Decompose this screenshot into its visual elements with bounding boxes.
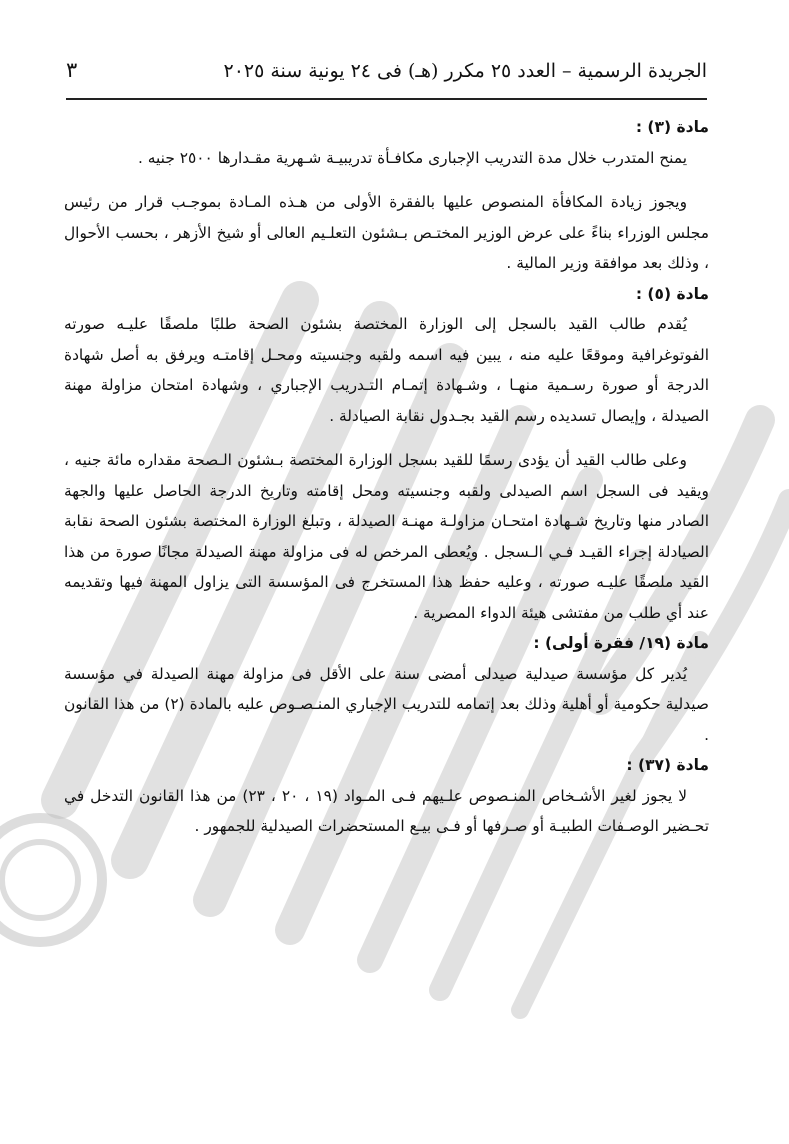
page-number: ٣ bbox=[66, 58, 78, 82]
article-3 bbox=[64, 112, 709, 279]
article-paragraph: لا يجوز لغير الأشـخاص المنـصوص علـيهم فـى المـواد (١٩ ، ٢٠ ، ٢٣) من هذا القانون التدخل في تحـضير الوصـفات الطبيـة أو صـرفها أو فـى بيـع المستحضرات الصيدلية للجمهور . bbox=[64, 786, 709, 835]
article-paragraph: ويجوز زيادة المكافأة المنصوص عليها بالفقرة الأولى من هـذه المـادة بموجـب قرار من رئيس مجلس الوزراء بناءً على عرض الوزير المختـص بـشئون التعلـيم العالى أو شيخ الأزهر ، بحسب الأحوال ، وذلك بعد موافقة وزير المالية . bbox=[64, 193, 709, 272]
page-header bbox=[66, 56, 707, 92]
document-body bbox=[64, 112, 709, 842]
article-heading: مادة (٥) : bbox=[635, 284, 709, 303]
header-rule bbox=[66, 98, 707, 100]
article-heading: مادة (٣) : bbox=[635, 118, 709, 136]
article-heading: مادة (١٩/ فقرة أولى) : bbox=[533, 634, 709, 652]
article-5 bbox=[64, 279, 709, 629]
article-heading: مادة (٣٧) : bbox=[626, 756, 709, 774]
article-paragraph: يُدير كل مؤسسة صيدلية صيدلى أمضى سنة على الأقل فى مزاولة مهنة الصيدلة في مؤسسة صيدلية حكومية أو أهلية وذلك بعد إتمامه للتدريب الإجباري المنـصـوص عليه بالمادة (٢) من هذا القانون . bbox=[64, 664, 709, 744]
article-paragraph: يُقدم طالب القيد بالسجل إلى الوزارة المختصة بشئون الصحة طلبًا ملصقًا عليـه صورته الفوتوغرافية وموقعًا عليه منه ، يبين فيه اسمه ولقبه وجنسيته ومحـل إقامتـه ويرفق به أصل شهادة الدرجة أو صورة رسـمية منهـا ، وشـهادة إتمـام التـدريب الإجباري ، وشهادة امتحان مزاولة مهنة الصيدلة ، وإيصال تسديده رسم القيد بجـدول نقابة الصيادلة . bbox=[64, 315, 709, 425]
gazette-title: الجريدة الرسمية – العدد ٢٥ مكرر (هـ) فى ٢٤ يونية سنة ٢٠٢٥ bbox=[223, 60, 707, 82]
article-paragraph: وعلى طالب القيد أن يؤدى رسمًا للقيد بسجل الوزارة المختصة بـشئون الـصحة مقداره مائة جنيه ، ويقيد فى السجل اسم الصيدلى ولقبه وجنسيته ومحل إقامته وتاريخ الدرجة الحاصل عليها والجهة الصادر منها وتاريخ شـهادة امتحـان مزاولـة مهنـة الصيدلة ، وتبلغ الوزارة المختصة بشئون الصحة نقابة الصيادلة إجراء القيـد فـي الـسجل . ويُعطى المرخص له فى مزاولة مهنة الصيدلة مجانًا صورة من هذا القيد ملصقًا عليـه صورته ، وعليه حفظ هذا المستخرج فى المؤسسة التى يزاول المهنة فيها وتقديمه عند أي طلب من مفتشى هيئة الدواء المصرية . bbox=[64, 451, 709, 622]
article-paragraph: يمنح المتدرب خلال مدة التدريب الإجبارى مكافـأة تدريبيـة شـهرية مقـدارها ٢٥٠٠ جنيه . bbox=[138, 148, 687, 167]
article-19 bbox=[64, 628, 709, 750]
article-37 bbox=[64, 750, 709, 842]
